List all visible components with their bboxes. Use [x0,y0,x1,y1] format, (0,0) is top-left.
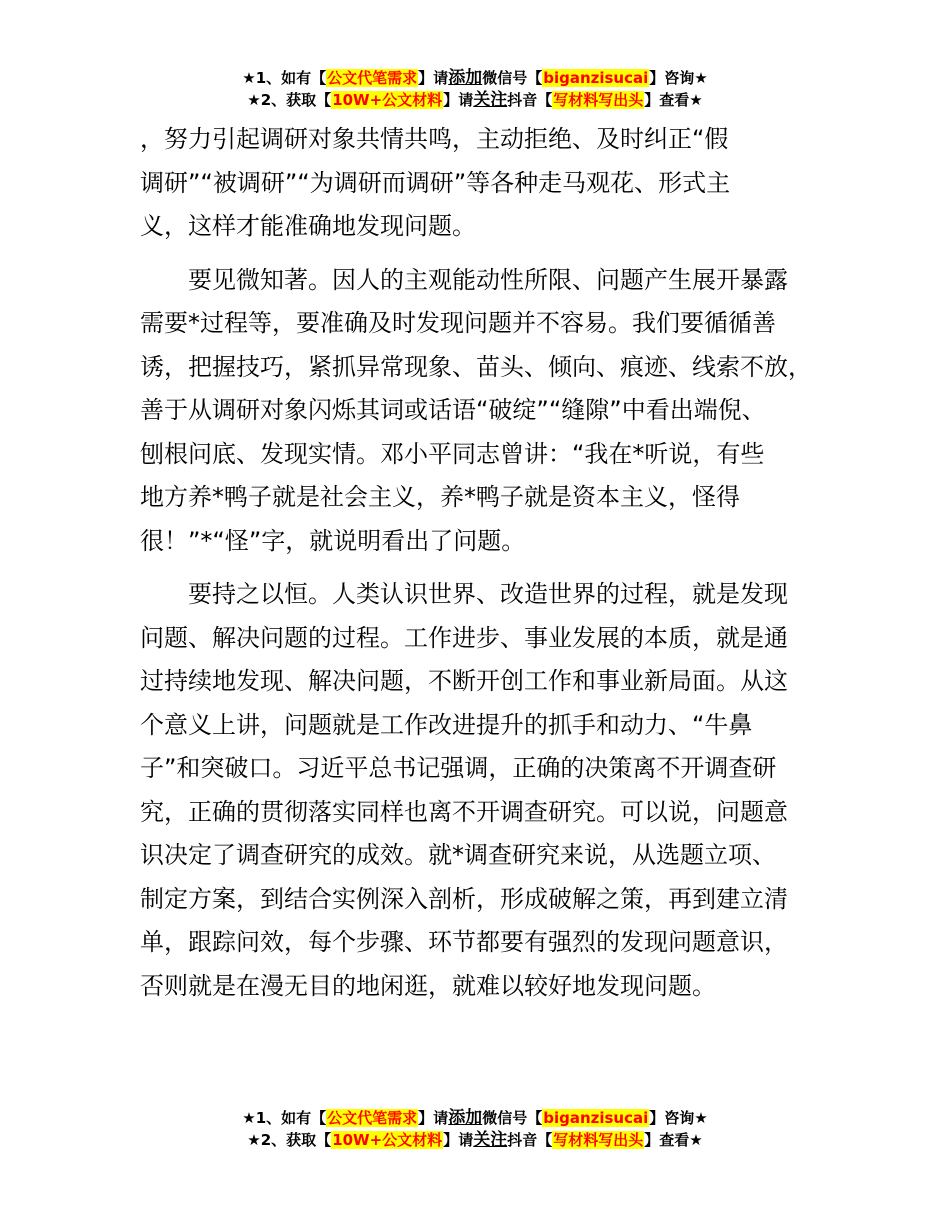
banner-text: 】查看★ [644,1131,703,1149]
text-line: 过持续地发现、解决问题，不断开创工作和事业新局面。从这 [140,667,788,695]
text-line: 个意义上讲，问题就是工作改进提升的抓手和动力、“牛鼻 [140,710,753,739]
text-line: ，努力引起调研对象共情共鸣，主动拒绝、及时纠正“假 [140,125,729,153]
banner-text: ★1、如有【 [242,1109,327,1127]
underlined-word: 添加 [448,68,483,88]
banner-line-2 [0,1129,950,1151]
banner-text: 】咨询★ [649,69,708,87]
banner-text: 】请 [443,91,474,109]
document-body [140,118,832,1008]
banner-text: ★2、获取【 [247,1131,332,1149]
text-line: 单，跟踪问效，每个步骤、环节都要有强烈的发现问题意识， [140,928,788,956]
highlight-materials: 10W+公文材料 [332,91,443,109]
text-line: 要持之以恒。人类认识世界、改造世界的过程，就是发现 [188,580,788,608]
paragraph-1 [140,118,832,249]
text-line: 要见微知著。因人的主观能动性所限、问题产生展开暴露 [188,265,788,294]
text-line: 很！”*“怪”字，就说明看出了问题。 [140,526,526,555]
text-line: 地方养*鸭子就是社会主义，养*鸭子就是资本主义，怪得 [140,483,740,511]
highlight-materials: 10W+公文材料 [332,1131,443,1149]
banner-text: ★2、获取【 [247,91,332,109]
banner-text: 】请 [418,1109,449,1127]
banner-text: ★1、如有【 [242,69,327,87]
text-line: 子”和突破口。习近平总书记强调，正确的决策离不开调查研 [140,754,777,782]
underlined-word: 关注 [473,90,508,110]
text-line: 问题、解决问题的过程。工作进步、事业发展的本质，就是通 [140,623,788,652]
highlight-wechat-id: biganzisucai [543,1109,649,1127]
banner-text: 】请 [443,1131,474,1149]
text-line: 调研”“被调研”“为调研而调研”等各种走马观花、形式主 [140,168,731,197]
banner-text: 抖音【 [507,91,553,109]
banner-line-1 [0,1107,950,1129]
highlight-service: 公文代笔需求 [327,69,418,87]
footer-banner [0,1107,950,1151]
text-line: 义，这样才能准确地发现问题。 [140,212,476,240]
banner-text: 微信号【 [482,1109,543,1127]
highlight-wechat-id: biganzisucai [543,69,649,87]
highlight-service: 公文代笔需求 [327,1109,418,1127]
paragraph-2 [140,259,832,564]
underlined-word: 关注 [473,1130,508,1150]
header-banner [0,67,950,111]
banner-line-2 [0,89,950,111]
text-line: 识决定了调查研究的成效。就*调查研究来说，从选题立项、 [140,841,776,869]
text-line: 诱，把握技巧，紧抓异常现象、苗头、倾向、痕迹、线索不放， [140,352,812,381]
banner-line-1 [0,67,950,89]
text-line: 究，正确的贯彻落实同样也离不开调查研究。可以说，问题意 [140,797,788,826]
banner-text: 】请 [418,69,449,87]
text-line: 否则就是在漫无目的地闲逛，就难以较好地发现问题。 [140,971,716,1000]
highlight-douyin: 写材料写出头 [553,1131,644,1149]
text-line: 刨根问底、发现实情。邓小平同志曾讲：“我在*听说，有些 [140,439,765,468]
paragraph-3 [140,573,832,1008]
text-line: 需要*过程等，要准确及时发现问题并不容易。我们要循循善 [140,309,776,337]
underlined-word: 添加 [448,1108,483,1128]
text-line: 制定方案，到结合实例深入剖析，形成破解之策，再到建立清 [140,884,788,913]
banner-text: 抖音【 [507,1131,553,1149]
text-line: 善于从调研对象闪烁其词或话语“破绽”“缝隙”中看出端倪、 [140,396,766,424]
banner-text: 】查看★ [644,91,703,109]
highlight-douyin: 写材料写出头 [553,91,644,109]
banner-text: 】咨询★ [649,1109,708,1127]
banner-text: 微信号【 [482,69,543,87]
